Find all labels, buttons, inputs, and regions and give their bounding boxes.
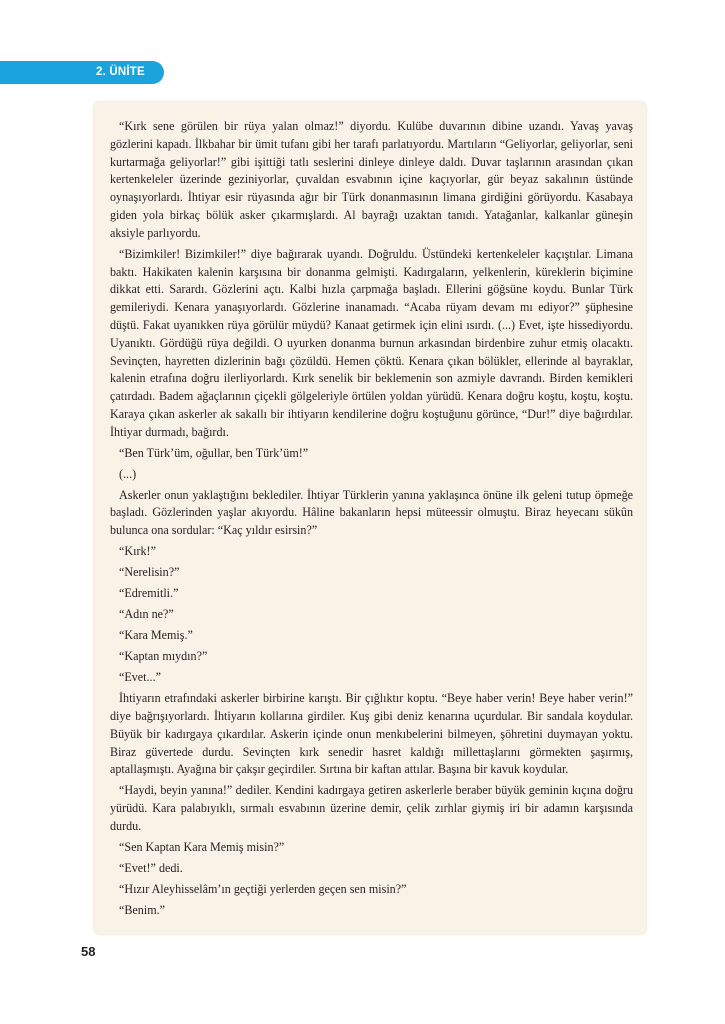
paragraph: “Kara Memiş.” bbox=[119, 628, 193, 643]
paragraph: Askerler onun yaklaştığını beklediler. İhtiyar Türklerin yanına yaklaşınca önüne ilk geleni tutup öpmeğe başladı. Gözlerinden yaşlar akıyordu. Hâline bakanların hepsi müteessir olmuştu. Biraz heyecanı sükûn bulunca ona sordular: “Kaç yıldır esirsin?” bbox=[110, 487, 633, 538]
paragraph: “Bizimkiler! Bizimkiler!” diye bağırarak uyandı. Doğruldu. Üstündeki kertenkeleler kaçıştılar. Limana baktı. Hakikaten kalenin karşısına bir donanma gelmişti. Kadırgaların, yelkenlerin, küreklerin biçimine dikkat etti. Sarardı. Gözlerini açtı. Kalbi hızla çarpmağa başladı. Ellerini göğsüne koydu. Bunlar Türk gemileriydi. Kenara yanaşıyorlardı. Gözlerine inanamadı. “Acaba rüyam devam mı ediyor?” şüphesine düştü. Fakat uyanıkken rüya görülür müydü? Kanaat getirmek için elini ısırdı. (...) Evet, işte hissediyordu. Uyanıktı. Gördüğü rüya değildi. O uyurken donanma burnun arkasından birdenbire zuhur etmiş olacaktı. Sevinçten, hayretten dizlerinin bağı çözüldü. Hemen çöktü. Kenara çıkan bölükler, ellerinde al bayraklar, kalenin etrafına doğru ilerliyorlardı. Kırk senelik bir beklemenin son azmiyle davrandı. Birden kemikleri çatırdadı. Badem ağaçlarının çiçekli gölgeleriyle örtülen yoldan yürüdü. Kenara doğru koştu, koştu, koştu. Karaya çıkan askerler ak sakallı bir ihtiyarın kendilerine doğru koştuğunu görünce, “Dur!” diye bağırdılar. İhtiyar durmadı, bağırdı. bbox=[110, 246, 633, 439]
unit-tab: 2. ÜNİTE bbox=[0, 61, 164, 84]
paragraph: “Benim.” bbox=[119, 902, 166, 917]
paragraph: “Kırk!” bbox=[119, 544, 156, 559]
paragraph: “Haydi, beyin yanına!” dediler. Kendini kadırgaya getiren askerlerle beraber büyük geminin kıçına doğru yürüdü. Kara palabıyıklı, sırmalı esvabının üzerine demir, çelik zırhlar giymiş iri bir adamın karşısında durdu. bbox=[110, 783, 633, 833]
paragraph: “Evet...” bbox=[119, 670, 161, 685]
story-text bbox=[110, 118, 633, 926]
paragraph: “Sen Kaptan Kara Memiş misin?” bbox=[119, 839, 285, 854]
paragraph: “Evet!” dedi. bbox=[119, 860, 183, 875]
paragraph: “Edremitli.” bbox=[119, 586, 179, 601]
paragraph: “Hızır Aleyhisselâm’ın geçtiği yerlerden geçen sen misin?” bbox=[119, 881, 407, 896]
paragraph: “Ben Türk’üm, oğullar, ben Türk’üm!” bbox=[119, 445, 309, 460]
paragraph: “Adın ne?” bbox=[119, 607, 174, 622]
paragraph: İhtiyarın etrafındaki askerler birbirine karıştı. Bir çığlıktır koptu. “Beye haber verin! Beye haber verin!” diye bağrışıyorlardı. İhtiyarın kollarına girdiler. Kuş gibi deniz kenarına uçurdular. Bir sandala koydular. Büyük bir kadırgaya çıkardılar. Askerin içinde onun menkıbelerini bilmeyen, şöhretini duymayan yoktu. Biraz güvertede durdu. Sevinçten kırk senedir hasret kaldığı millettaşlarını görmekten şaşırmış, aptallaşmıştı. Ayağına bir çakşır geçirdiler. Sırtına bir kaftan attılar. Başına bir kavuk koydular. bbox=[110, 691, 633, 777]
paragraph: “Nerelisin?” bbox=[119, 565, 180, 580]
paragraph: (...) bbox=[119, 466, 137, 481]
paragraph: “Kırk sene görülen bir rüya yalan olmaz!” diyordu. Kulübe duvarının dibine uzandı. Yavaş yavaş gözlerini kapadı. İlkbahar bir ümit tufanı gibi her tarafı parlatıyordu. Martıların “Geliyorlar, geliyorlar, seni kurtarmağa geliyorlar!” gibi işittiği tatlı seslerini dinleye dinleye daldı. Duvar taşlarının arasından çıkan kertenkeleler üzerinde geziniyorlar, çuvaldan esvabının içine kaçıyorlar, gür beyaz sakalının üstünde oynaşıyorlardı. İhtiyar esir rüyasında ağır bir Türk donanmasının limana girdiğini görüyordu. Kasabaya giden yola birkaç bölük asker çıkarmışlardı. Al bayrağı uzaktan tanıdı. Yatağanlar, kalkanlar güneşin aksiyle parlıyordu. bbox=[110, 119, 633, 240]
page-number: 58 bbox=[81, 944, 96, 959]
paragraph: “Kaptan mıydın?” bbox=[119, 649, 208, 664]
